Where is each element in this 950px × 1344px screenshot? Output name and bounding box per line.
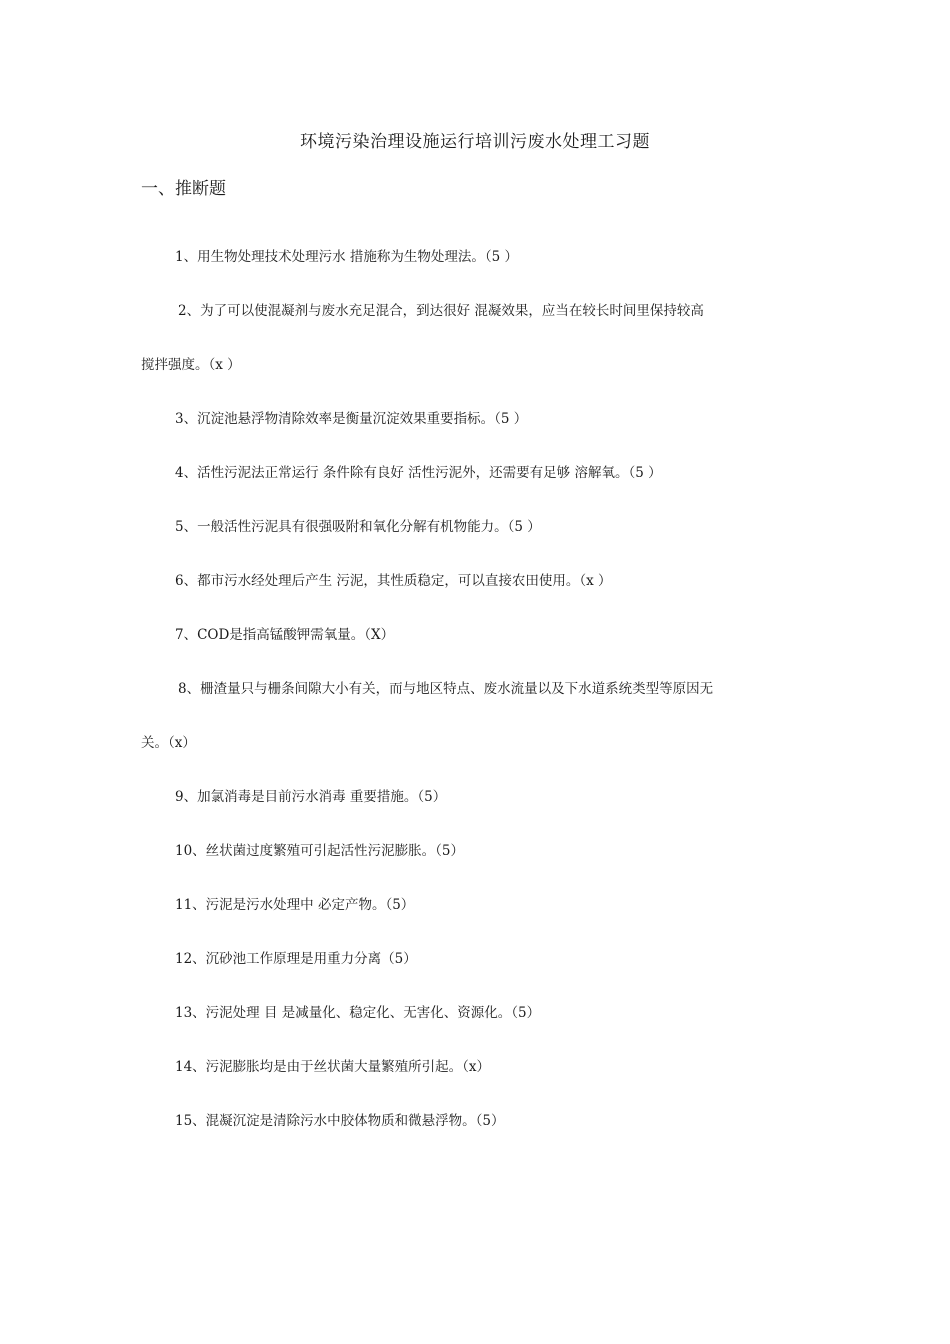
question-text: 15、混凝沉淀是清除污水中胶体物质和微悬浮物。（5） (175, 1113, 505, 1129)
question-text: 1、用生物处理技术处理污水 措施称为生物处理法。（5 ） (175, 249, 519, 265)
question-item (141, 878, 821, 932)
question-item (141, 1040, 821, 1094)
question-item (141, 230, 821, 284)
section-heading: 一、推断题 (141, 179, 226, 199)
question-text: 14、污泥膨胀均是由于丝状菌大量繁殖所引起。（x） (175, 1059, 491, 1075)
question-text: 4、活性污泥法正常运行 条件除有良好 活性污泥外，还需要有足够 溶解氧。（5 ） (175, 465, 662, 481)
question-text: 10、丝状菌过度繁殖可引起活性污泥膨胀。（5） (175, 843, 465, 859)
question-list (141, 230, 821, 1148)
question-text: 8、栅渣量只与栅条间隙大小有关，而与地区特点、废水流量以及下水道系统类型等原因无 (178, 681, 714, 697)
question-item (141, 662, 821, 770)
question-item (141, 446, 821, 500)
question-item (141, 392, 821, 446)
question-item (141, 770, 821, 824)
question-item (141, 608, 821, 662)
question-text: 13、污泥处理 目 是减量化、稳定化、无害化、资源化。（5） (175, 1005, 541, 1021)
question-item (141, 554, 821, 608)
question-item (141, 932, 821, 986)
question-item (141, 284, 821, 392)
question-text: 9、加氯消毒是目前污水消毒 重要措施。（5） (175, 789, 447, 805)
question-text: 7、COD是指高锰酸钾需氧量。（X） (175, 627, 395, 643)
question-text-continued: 关。（x） (141, 735, 196, 751)
question-item (141, 986, 821, 1040)
question-text: 5、一般活性污泥具有很强吸附和氧化分解有机物能力。（5 ） (175, 519, 541, 535)
question-item (141, 500, 821, 554)
question-text: 6、都市污水经处理后产生 污泥，其性质稳定，可以直接农田使用。（x ） (175, 573, 612, 589)
question-item (141, 824, 821, 878)
question-text: 12、沉砂池工作原理是用重力分离（5） (175, 951, 417, 967)
question-text: 2、为了可以使混凝剂与废水充足混合，到达很好 混凝效果，应当在较长时间里保持较高 (178, 303, 704, 319)
question-text-continued: 搅拌强度。（x ） (141, 357, 241, 373)
question-item (141, 1094, 821, 1148)
question-text: 11、污泥是污水处理中 必定产物。（5） (175, 897, 415, 913)
question-text: 3、沉淀池悬浮物清除效率是衡量沉淀效果重要指标。（5 ） (175, 411, 528, 427)
document-title: 环境污染治理设施运行培训污废水处理工习题 (300, 132, 650, 152)
